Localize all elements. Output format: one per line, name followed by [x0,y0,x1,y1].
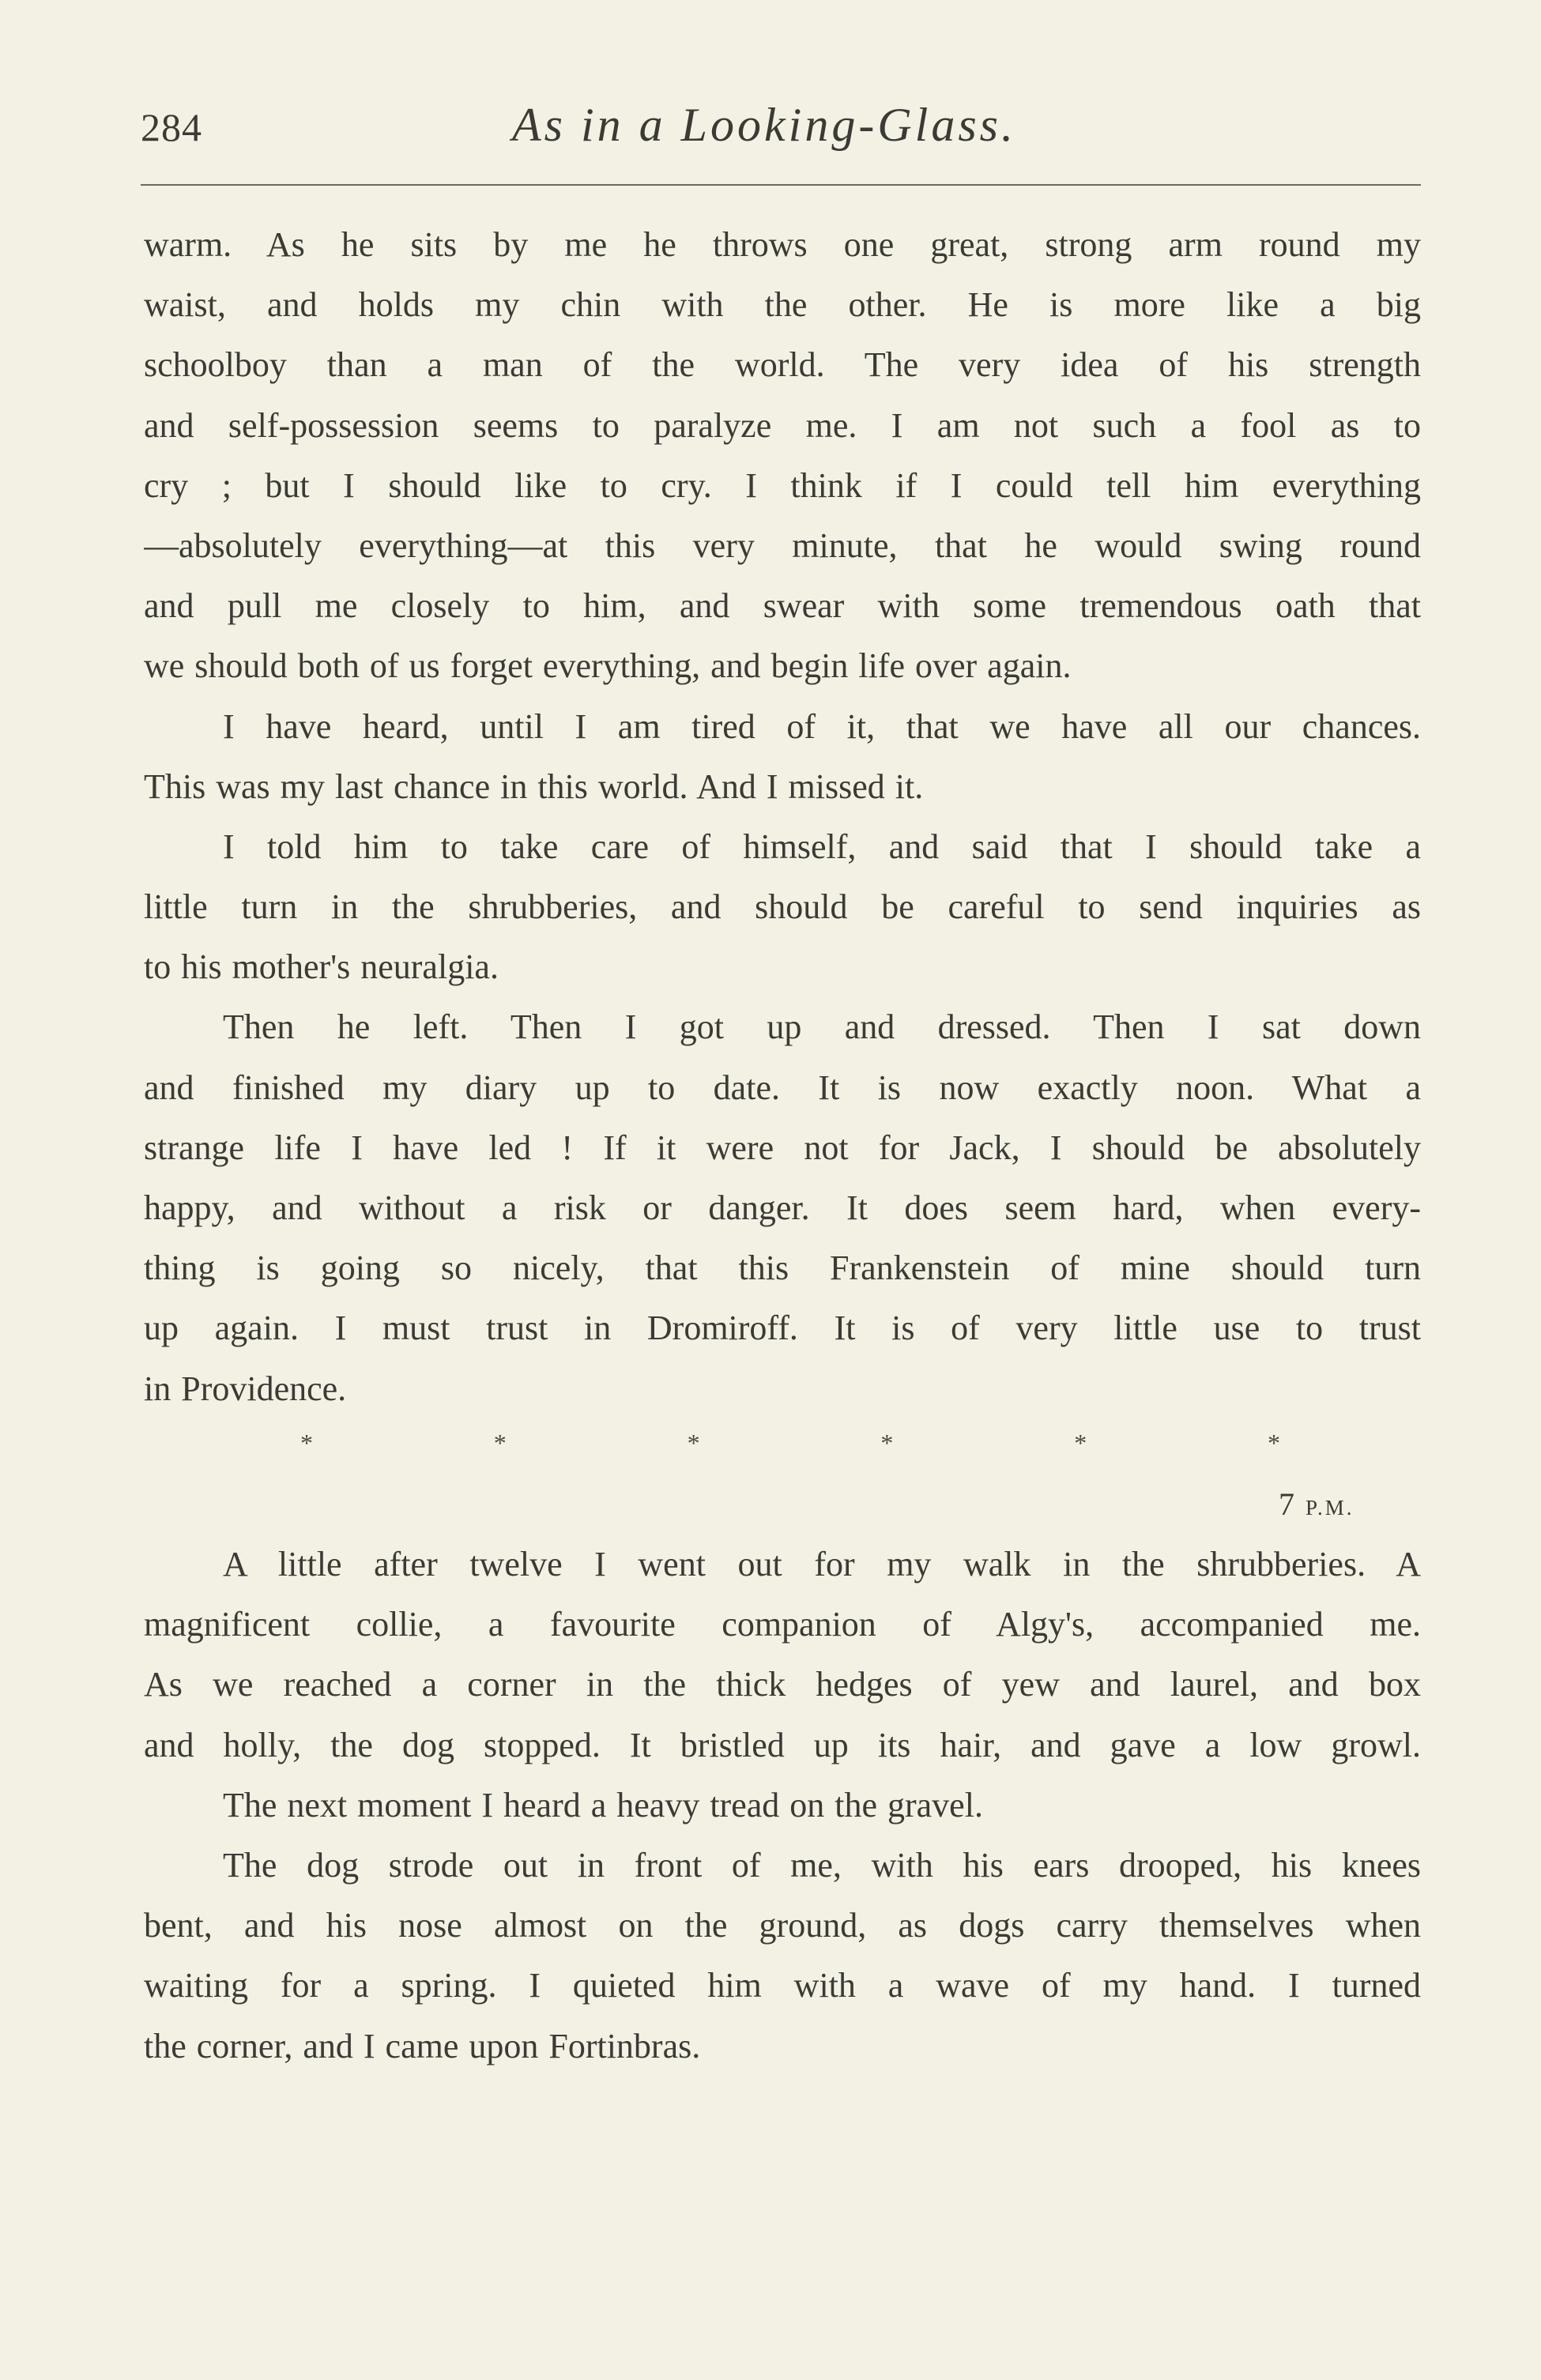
text-line: waist, and holds my chin with the other. He is more like a big [144,285,1421,325]
body-text-section-2 [144,1535,1421,2077]
text-line: waiting for a spring. I quieted him with a wave of my hand. I turned [144,1966,1421,2005]
separator-star: * [1267,1429,1280,1457]
text-line: As we reached a corner in the thick hedges of yew and laurel, and box [144,1665,1421,1704]
text-line: up again. I must trust in Dromiroff. It is of very little use to trust [144,1309,1421,1348]
body-text-section-1 [144,215,1421,1419]
text-line: schoolboy than a man of the world. The very idea of his strength [144,345,1421,385]
text-line: and holly, the dog stopped. It bristled up its hair, and gave a low growl. [144,1725,1421,1764]
time-ampm: P.M. [1306,1496,1354,1520]
text-line: —absolutely everything—at this very minute, that he would swing round [144,525,1421,565]
separator-star: * [687,1429,700,1457]
text-line: in Providence. [144,1369,347,1408]
running-title: As in a Looking-Glass. [512,99,1017,151]
text-line: cry ; but I should like to cry. I think if I could tell him everything [144,465,1421,505]
text-line: The next moment I heard a heavy tread on the gravel. [223,1785,983,1825]
time-hour: 7 [1279,1486,1296,1522]
header-rule [141,184,1421,186]
page-header [141,88,1421,175]
text-line: we should both of us forget everything, and begin life over again. [144,646,1072,686]
text-line: to his mother's neuralgia. [144,947,499,987]
text-line: This was my last chance in this world. And I missed it. [144,766,924,806]
separator-star: * [300,1429,313,1457]
time-mark [1279,1486,1354,1523]
text-line: happy, and without a risk or danger. It does seem hard, when every- [144,1188,1421,1227]
section-separator [300,1429,1280,1458]
separator-star: * [493,1429,507,1457]
text-line: bent, and his nose almost on the ground, as dogs carry themselves when [144,1906,1421,1945]
text-line: thing is going so nicely, that this Frankenstein of mine should turn [144,1248,1421,1288]
text-line: I have heard, until I am tired of it, that we have all our chances. [223,706,1421,746]
text-line: Then he left. Then I got up and dressed. Then I sat down [223,1007,1421,1047]
separator-star: * [880,1429,894,1457]
text-line: the corner, and I came upon Fortinbras. [144,2026,701,2066]
text-line: The dog strode out in front of me, with his ears drooped, his knees [223,1845,1421,1885]
text-line: and pull me closely to him, and swear with some tremendous oath that [144,586,1421,626]
text-line: and self-possession seems to paralyze me. I am not such a fool as to [144,405,1421,445]
text-line: A little after twelve I went out for my walk in the shrubberies. A [223,1545,1421,1584]
text-line: warm. As he sits by me he throws one great, strong arm round my [144,225,1421,264]
separator-star: * [1074,1429,1087,1457]
text-line: and finished my diary up to date. It is now exactly noon. What a [144,1068,1421,1107]
text-line: I told him to take care of himself, and said that I should take a [223,827,1421,866]
page-number: 284 [141,105,202,149]
text-line: little turn in the shrubberies, and should be careful to send inquiries as [144,887,1421,927]
text-line: strange life I have led ! If it were not for Jack, I should be absolutely [144,1128,1421,1167]
text-line: magnificent collie, a favourite companion of Algy's, accompanied me. [144,1605,1421,1644]
